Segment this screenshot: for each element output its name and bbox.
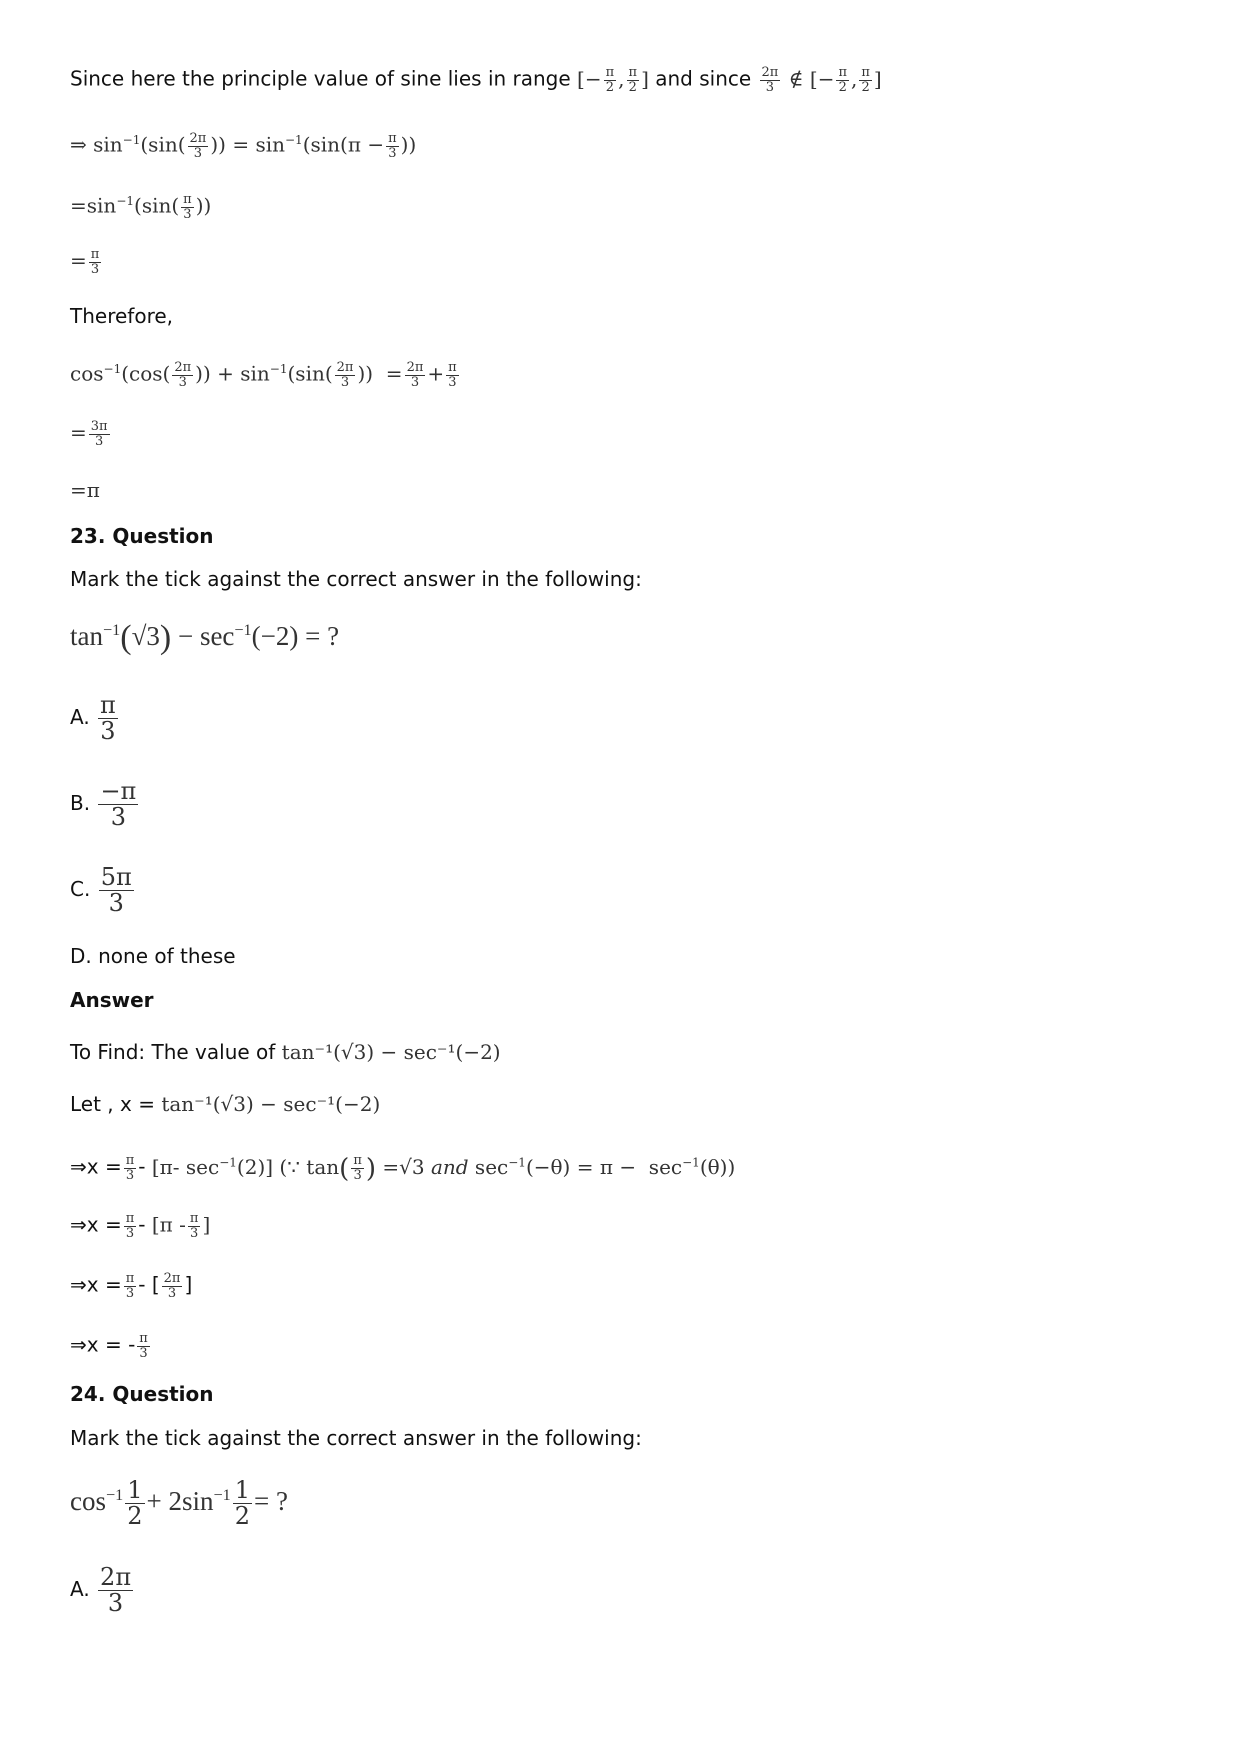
let-line: [70, 1092, 380, 1116]
q23-prompt: Mark the tick against the correct answer in the following:: [70, 567, 642, 591]
option-denominator: 3: [110, 803, 127, 832]
q23-option-c[interactable]: [70, 865, 136, 916]
q24-prompt: Mark the tick against the correct answer in the following:: [70, 1426, 642, 1450]
q24-heading: 24. Question: [70, 1382, 214, 1406]
range-interval-2: [− $\frac{\pi}{2}$ , $\frac{\pi}{2}$ ]: [809, 65, 882, 95]
step3: = $\frac{\pi}{3}$: [70, 247, 100, 277]
intro-text: Since here the principle value of sine lies in range: [70, 66, 571, 91]
q23-option-d[interactable]: [70, 944, 236, 968]
to-find-label: To Find: The value of: [70, 1040, 276, 1064]
option-numerator: π: [100, 691, 116, 719]
option-denominator: 3: [108, 889, 124, 918]
let-label: Let , x =: [70, 1092, 155, 1116]
option-numerator: 2π: [100, 1563, 132, 1591]
therefore-label: Therefore,: [70, 304, 174, 328]
solution-step-2: ⇒x = $\frac{\pi}{3}$ - [π - $\frac{\pi}{3}$ ]: [70, 1211, 211, 1241]
step5: = $\frac{3\pi}{3}$: [70, 419, 108, 449]
range-interval: [− $\frac{\pi}{2}$ , $\frac{\pi}{2}$ ]: [577, 65, 649, 95]
let-expression: tan⁻¹(√3) − sec⁻¹(−2): [161, 1092, 381, 1116]
option-fraction: [98, 779, 138, 830]
option-fraction: [98, 693, 118, 744]
q23-option-a[interactable]: [70, 693, 120, 744]
and-since-text: and since: [655, 66, 752, 91]
option-letter: C.: [70, 877, 91, 902]
q23-heading: 23. Question: [70, 524, 214, 548]
option-letter: D.: [70, 944, 92, 968]
option-numerator: −π: [100, 777, 137, 805]
option-letter: A.: [70, 705, 90, 730]
option-numerator: 5π: [100, 863, 132, 891]
q24-option-a[interactable]: [70, 1565, 135, 1616]
q23-expression: $\tan^{-1}(√3) - \sec^{-1}(-2)$ = ?: [70, 619, 340, 656]
step1: ⇒ $\sin^{-1}(\sin$( $\frac{2\pi}{3}$ )) = $\sin^{-1}(\sin(\pi$ − $\frac{\pi}{3}$ )): [70, 131, 417, 161]
step6: =π: [70, 478, 100, 502]
q23-option-b[interactable]: [70, 779, 140, 830]
solution-step-4: ⇒x = - $\frac{\pi}{3}$: [70, 1331, 148, 1361]
option-denominator: 3: [100, 717, 116, 746]
option-letter: A.: [70, 1577, 90, 1602]
implies-symbol: ⇒: [70, 132, 87, 157]
option-fraction: [98, 1565, 133, 1616]
option-fraction: [99, 865, 134, 916]
to-find-expression: tan⁻¹(√3) − sec⁻¹(−2): [281, 1040, 501, 1064]
not-in-symbol: ∉: [788, 66, 804, 91]
option-denominator: 3: [107, 1589, 124, 1618]
two-pi-over-3: $\frac{2\pi}{3}$: [761, 65, 779, 95]
option-letter: B.: [70, 791, 91, 816]
intro-line: [70, 66, 882, 94]
solution-step-3: ⇒x = $\frac{\pi}{3}$ - [ $\frac{2\pi}{3}$ ]: [70, 1271, 193, 1301]
q24-expression: $\cos^{-1}$ $\frac{1}{2}$ + $2\sin^{-1}$ $\frac{1}{2}$ = ?: [70, 1476, 288, 1531]
q23-answer-heading: Answer: [70, 988, 154, 1012]
step2: $=\sin^{-1}(\sin$( $\frac{\pi}{3}$ )): [70, 192, 212, 222]
solution-step-1: ⇒x = $\frac{\pi}{3}$ - [π- $\sec^{-1}(2)$] (∵ tan( $\frac{\pi}{3}$ ) =√3 and $\sec^{-1}(-\theta) = \pi - \sec^{-1}(\theta)$): [70, 1153, 736, 1184]
step4: $\cos^{-1}(\cos$( $\frac{2\pi}{3}$ )) + $\sin^{-1}(\sin$( $\frac{2\pi}{3}$ )) = $\frac{2\pi}{3}$ + $\frac{\pi}{3}$: [70, 360, 457, 390]
to-find-line: [70, 1040, 501, 1064]
option-text: none of these: [98, 944, 236, 968]
